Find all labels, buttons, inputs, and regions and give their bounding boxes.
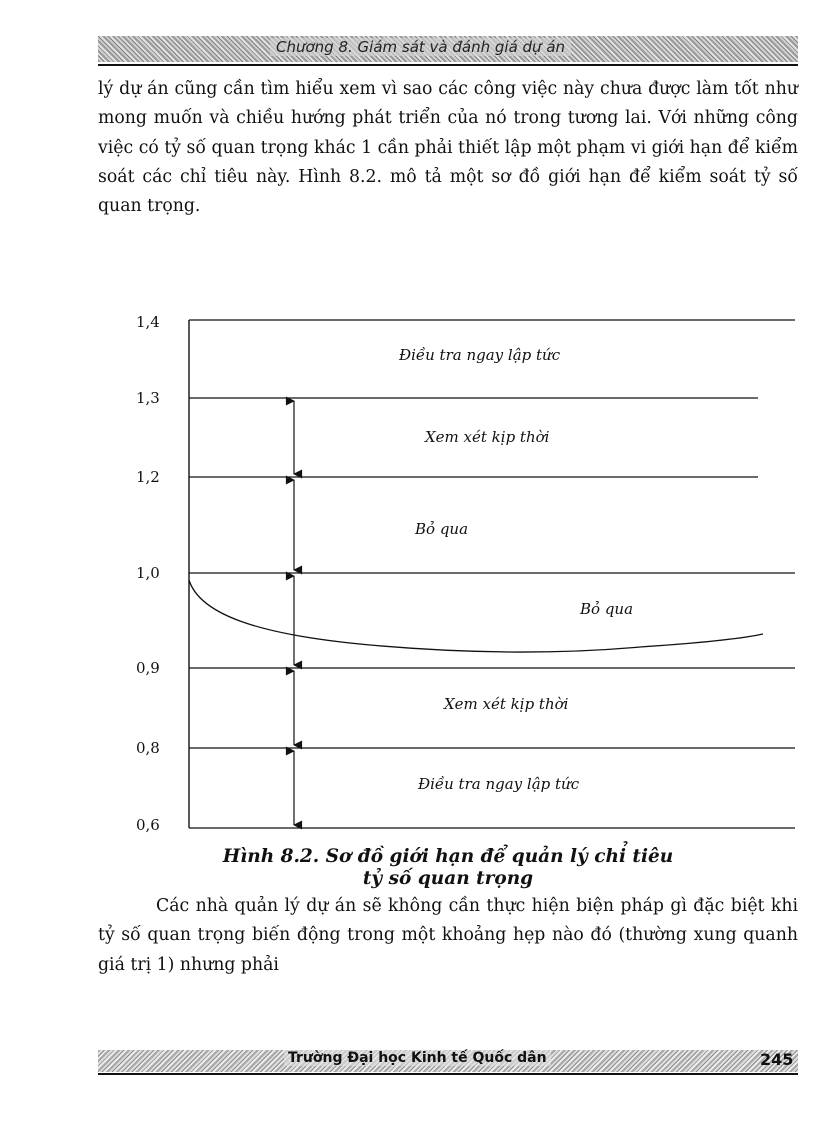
zone-label-investigate-top: Điều tra ngay lập tức: [399, 346, 561, 364]
level-label-1-2: 1,2: [136, 468, 160, 486]
zone-label-investigate-bottom: Điều tra ngay lập tức: [418, 775, 580, 793]
page-number: 245: [760, 1050, 794, 1069]
level-label-1-0: 1,0: [136, 564, 160, 582]
zone-label-review-upper: Xem xét kịp thời: [425, 428, 550, 446]
footer-institution: Trường Đại học Kinh tế Quốc dân: [284, 1050, 551, 1066]
figure-caption: [98, 846, 798, 890]
level-label-1-3: 1,3: [136, 389, 160, 407]
zone-label-ignore-upper: Bỏ qua: [415, 520, 469, 538]
level-label-1-4: 1,4: [136, 313, 160, 331]
figure-caption-line-2: tỷ số quan trọng: [362, 868, 534, 889]
body-paragraph-top: lý dự án cũng cần tìm hiểu xem vì sao các công việc này chưa được làm tốt như mong muốn và chiều hướng phát triển của nó trong tương lai. Với những công việc có tỷ số quan trọng khác 1 cần phải thiết lập một phạm vi giới hạn để kiểm soát các chỉ tiêu này. Hình 8.2. mô tả một sơ đồ giới hạn để kiểm soát tỷ số quan trọng.: [98, 79, 798, 217]
level-label-0-8: 0,8: [136, 739, 160, 757]
running-header: Chương 8. Giám sát và đánh giá dự án: [270, 38, 571, 56]
level-label-0-6: 0,6: [136, 816, 160, 834]
figure-caption-line-1: Hình 8.2. Sơ đồ giới hạn để quản lý chỉ tiêu: [222, 846, 674, 867]
footer-rule: [98, 1073, 798, 1075]
zone-label-review-lower: Xem xét kịp thời: [444, 695, 569, 713]
level-label-0-9: 0,9: [136, 659, 160, 677]
ratio-curve: [189, 580, 763, 652]
zone-label-ignore-lower: Bỏ qua: [580, 600, 634, 618]
body-paragraph-bottom: Các nhà quản lý dự án sẽ không cần thực hiện biện pháp gì đặc biệt khi tỷ số quan trọng biến động trong một khoảng hẹp nào đó (thường xung quanh giá trị 1) nhưng phải: [98, 896, 798, 975]
